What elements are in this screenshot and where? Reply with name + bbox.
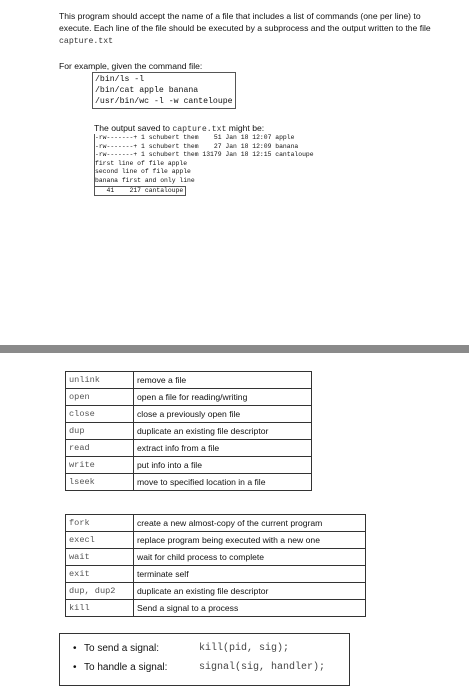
signal-label: To send a signal: — [84, 643, 160, 654]
syscall-name: fork — [66, 515, 134, 532]
list-item — [60, 643, 349, 659]
command-line: /bin/ls -l — [95, 75, 145, 84]
table-row — [66, 532, 366, 549]
intro-text: This program should accept the name of a file that includes a list of commands (one per line) to execute. Each line of the file should be executed by a subprocess and the output written to the file — [59, 11, 431, 33]
syscall-name: dup, dup2 — [66, 583, 134, 600]
syscall-desc: remove a file — [134, 372, 312, 389]
table-row — [66, 600, 366, 617]
bullet-icon: • — [73, 662, 77, 673]
output-label — [94, 123, 264, 134]
syscall-name: execl — [66, 532, 134, 549]
table-row — [66, 515, 366, 532]
command-line: /bin/cat apple banana — [95, 86, 199, 95]
output-label-after: might be: — [226, 123, 265, 133]
bullet-icon: • — [73, 643, 77, 654]
file-syscalls-table — [65, 371, 312, 491]
output-line: banana first and only line — [95, 176, 195, 184]
example-label: For example, given the command file: — [59, 61, 203, 71]
syscall-desc: duplicate an existing file descriptor — [134, 423, 312, 440]
syscall-desc: put info into a file — [134, 457, 312, 474]
output-line: second line of file apple — [95, 168, 191, 176]
table-row — [66, 583, 366, 600]
syscall-desc: duplicate an existing file descriptor — [134, 583, 366, 600]
table-row — [66, 389, 312, 406]
table-row — [66, 440, 312, 457]
output-line: first line of file apple — [95, 159, 188, 167]
syscall-name: open — [66, 389, 134, 406]
output-line: -rw-------+ 1 schubert them 27 Jan 18 12:09 banana — [95, 142, 299, 150]
command-line: /usr/bin/wc -l -w canteloupe — [95, 97, 233, 106]
table-row — [66, 549, 366, 566]
syscall-desc: create a new almost-copy of the current program — [134, 515, 366, 532]
syscall-desc: open a file for reading/writing — [134, 389, 312, 406]
section-divider — [0, 345, 469, 353]
output-box — [94, 134, 314, 196]
signals-box — [59, 633, 350, 686]
syscall-name: exit — [66, 566, 134, 583]
signal-code: signal(sig, handler); — [199, 662, 326, 673]
syscall-name: close — [66, 406, 134, 423]
table-row — [66, 406, 312, 423]
output-line: -rw-------+ 1 schubert them 51 Jan 18 12:07 apple — [95, 134, 295, 141]
syscall-name: dup — [66, 423, 134, 440]
output-label-code: capture.txt — [172, 125, 227, 134]
command-file-box — [92, 72, 236, 109]
syscall-name: kill — [66, 600, 134, 617]
output-label-before: The output saved to — [94, 123, 173, 133]
syscall-desc: Send a signal to a process — [134, 600, 366, 617]
syscall-name: lseek — [66, 474, 134, 491]
table-row — [66, 457, 312, 474]
output-line: -rw-------+ 1 schubert them 13179 Jan 18 12:15 cantaloupe — [95, 151, 314, 159]
intro-paragraph — [59, 10, 439, 48]
signal-code: kill(pid, sig); — [199, 643, 290, 654]
syscall-desc: close a previously open file — [134, 406, 312, 423]
syscall-desc: move to specified location in a file — [134, 474, 312, 491]
syscall-name: write — [66, 457, 134, 474]
syscall-name: wait — [66, 549, 134, 566]
table-row — [66, 566, 366, 583]
intro-code-file: capture.txt — [59, 37, 114, 46]
signal-label: To handle a signal: — [84, 662, 168, 673]
process-syscalls-table — [65, 514, 366, 617]
syscall-name: read — [66, 440, 134, 457]
list-item — [60, 662, 349, 678]
table-row — [66, 372, 312, 389]
syscall-desc: extract info from a file — [134, 440, 312, 457]
syscall-desc: terminate self — [134, 566, 366, 583]
output-line: 41 217 cantaloupe — [95, 186, 186, 197]
table-row — [66, 423, 312, 440]
syscall-desc: wait for child process to complete — [134, 549, 366, 566]
syscall-desc: replace program being executed with a new one — [134, 532, 366, 549]
table-row — [66, 474, 312, 491]
syscall-name: unlink — [66, 372, 134, 389]
